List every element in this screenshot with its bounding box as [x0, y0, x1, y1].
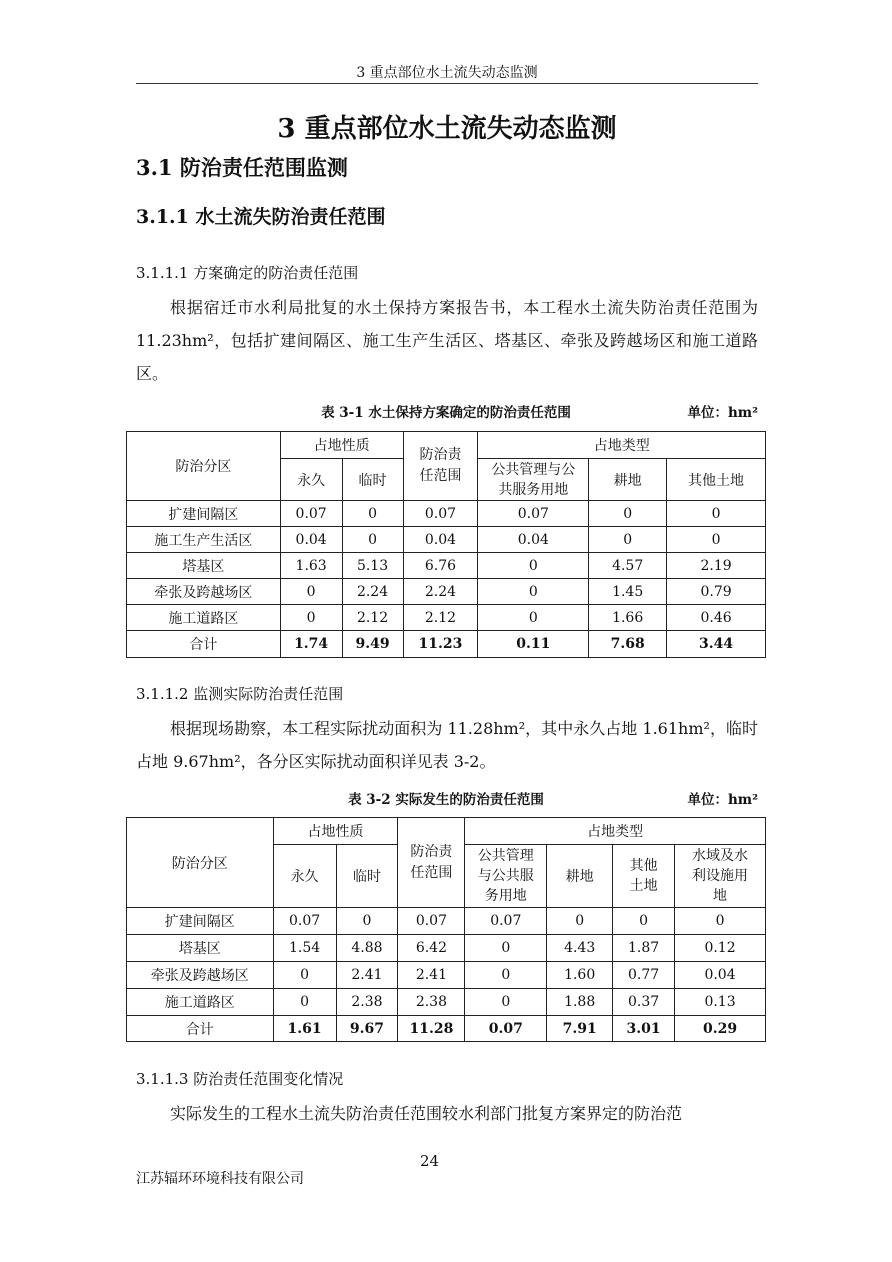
t2-sum-water: 0.29 [675, 1016, 766, 1042]
t2-cell-water: 0.04 [675, 962, 766, 989]
t1-cell-other: 0 [667, 527, 766, 553]
t1-cell-perm: 1.63 [280, 553, 342, 579]
t1-cell-farm: 1.45 [589, 579, 667, 605]
t2-cell-water: 0 [675, 908, 766, 935]
t1-cell-temp: 2.24 [342, 579, 403, 605]
t1-h-zone: 防治分区 [127, 432, 281, 501]
table-row [127, 935, 766, 962]
t1-h-other: 其他土地 [667, 459, 766, 501]
t1-cell-zone: 牵张及跨越场区 [127, 579, 281, 605]
t2-cell-perm: 0.07 [273, 908, 336, 935]
t1-cell-total: 2.12 [403, 605, 478, 631]
t1-cell-zone: 塔基区 [127, 553, 281, 579]
t1-cell-other: 0 [667, 501, 766, 527]
t1-cell-public: 0.07 [478, 501, 589, 527]
table-row [127, 553, 766, 579]
t1-cell-zone: 施工道路区 [127, 605, 281, 631]
table-sum-row [127, 1016, 766, 1042]
sub-heading-3-1-1-2: 3.1.1.2 监测实际防治责任范围 [136, 685, 344, 703]
t2-cell-other: 0.77 [613, 962, 675, 989]
t2-h-temp: 临时 [336, 845, 398, 908]
page-number: 24 [420, 1152, 440, 1170]
t2-h-public: 公共管理与公共服务用地 [465, 845, 547, 908]
t2-sum-other: 3.01 [613, 1016, 675, 1042]
t2-cell-total: 2.41 [398, 962, 465, 989]
t2-cell-farm: 1.60 [547, 962, 613, 989]
t2-cell-other: 0 [613, 908, 675, 935]
t2-cell-temp: 2.38 [336, 989, 398, 1016]
sub-heading-3-1-1-1: 3.1.1.1 方案确定的防治责任范围 [136, 264, 359, 282]
table-sum-row [127, 631, 766, 658]
table1-unit: 单位：hm² [687, 405, 758, 421]
t1-cell-zone: 施工生产生活区 [127, 527, 281, 553]
table-row [127, 605, 766, 631]
t1-cell-public: 0.04 [478, 527, 589, 553]
t2-cell-temp: 2.41 [336, 962, 398, 989]
t1-sum-other: 3.44 [667, 631, 766, 658]
t1-cell-temp: 5.13 [342, 553, 403, 579]
header-rule [136, 83, 758, 84]
t1-h-public: 公共管理与公共服务用地 [478, 459, 589, 501]
t2-sum-temp: 9.67 [336, 1016, 398, 1042]
t2-cell-public: 0 [465, 989, 547, 1016]
t1-sum-temp: 9.49 [342, 631, 403, 658]
t1-cell-farm: 0 [589, 501, 667, 527]
t1-cell-public: 0 [478, 605, 589, 631]
t2-sum-farm: 7.91 [547, 1016, 613, 1042]
t1-cell-total: 0.07 [403, 501, 478, 527]
chapter-title: 3 重点部位水土流失动态监测 [277, 114, 617, 144]
t2-cell-water: 0.12 [675, 935, 766, 962]
t2-cell-total: 2.38 [398, 989, 465, 1016]
table-row [127, 908, 766, 935]
t2-cell-total: 6.42 [398, 935, 465, 962]
t2-cell-other: 1.87 [613, 935, 675, 962]
t1-cell-perm: 0.04 [280, 527, 342, 553]
t1-sum-zone: 合计 [127, 631, 281, 658]
t1-cell-temp: 0 [342, 501, 403, 527]
paragraph-approved-scope: 根据宿迁市水利局批复的水土保持方案报告书，本工程水土流失防治责任范围为 11.23hm²，包括扩建间隔区、施工生产生活区、塔基区、牵张及跨越场区和施工道路区。 [136, 298, 758, 383]
t1-cell-temp: 0 [342, 527, 403, 553]
t1-cell-temp: 2.12 [342, 605, 403, 631]
t2-cell-perm: 1.54 [273, 935, 336, 962]
t2-cell-zone: 施工道路区 [127, 989, 274, 1016]
t1-cell-total: 0.04 [403, 527, 478, 553]
table-approved-scope [126, 431, 766, 658]
t2-cell-perm: 0 [273, 989, 336, 1016]
t2-cell-temp: 0 [336, 908, 398, 935]
t1-cell-zone: 扩建间隔区 [127, 501, 281, 527]
t2-cell-farm: 1.88 [547, 989, 613, 1016]
t1-cell-other: 0.46 [667, 605, 766, 631]
t2-h-zone: 防治分区 [127, 818, 274, 908]
t2-cell-other: 0.37 [613, 989, 675, 1016]
t2-cell-total: 0.07 [398, 908, 465, 935]
t1-cell-other: 0.79 [667, 579, 766, 605]
t2-sum-total: 11.28 [398, 1016, 465, 1042]
t1-sum-perm: 1.74 [280, 631, 342, 658]
t2-sum-public: 0.07 [465, 1016, 547, 1042]
t2-cell-public: 0.07 [465, 908, 547, 935]
t2-sum-perm: 1.61 [273, 1016, 336, 1042]
t1-cell-public: 0 [478, 579, 589, 605]
t1-h-type: 占地类型 [478, 432, 766, 459]
table1-caption: 表 3-1 水土保持方案确定的防治责任范围 [321, 405, 571, 421]
paragraph-actual-scope: 根据现场勘察，本工程实际扰动面积为 11.28hm²，其中永久占地 1.61hm²，临时占地 9.67hm²，各分区实际扰动面积详见表 3-2。 [136, 719, 758, 771]
t1-sum-public: 0.11 [478, 631, 589, 658]
t1-cell-farm: 0 [589, 527, 667, 553]
t1-h-farm: 耕地 [589, 459, 667, 501]
running-header: 3 重点部位水土流失动态监测 [356, 65, 538, 81]
t1-h-temp: 临时 [342, 459, 403, 501]
t1-sum-farm: 7.68 [589, 631, 667, 658]
table-row [127, 501, 766, 527]
t2-h-other: 其他土地 [613, 845, 675, 908]
t1-h-perm: 永久 [280, 459, 342, 501]
t2-h-water: 水域及水利设施用地 [675, 845, 766, 908]
footer-company: 江苏辐环环境科技有限公司 [136, 1171, 304, 1187]
table-row [127, 579, 766, 605]
section-title: 3.1 防治责任范围监测 [136, 155, 348, 180]
t2-cell-water: 0.13 [675, 989, 766, 1016]
t1-cell-public: 0 [478, 553, 589, 579]
t1-cell-farm: 1.66 [589, 605, 667, 631]
t1-cell-total: 2.24 [403, 579, 478, 605]
table-row [127, 962, 766, 989]
t2-cell-zone: 塔基区 [127, 935, 274, 962]
t2-cell-zone: 扩建间隔区 [127, 908, 274, 935]
t1-cell-other: 2.19 [667, 553, 766, 579]
t2-h-nature: 占地性质 [273, 818, 398, 845]
t2-cell-farm: 4.43 [547, 935, 613, 962]
t2-cell-zone: 牵张及跨越场区 [127, 962, 274, 989]
t2-cell-farm: 0 [547, 908, 613, 935]
t2-cell-perm: 0 [273, 962, 336, 989]
t2-h-total: 防治责任范围 [398, 818, 465, 908]
table-actual-scope [126, 817, 766, 1042]
table-row [127, 527, 766, 553]
table-row [127, 989, 766, 1016]
paragraph-scope-change: 实际发生的工程水土流失防治责任范围较水利部门批复方案界定的防治范 [170, 1104, 683, 1123]
t1-cell-perm: 0.07 [280, 501, 342, 527]
subsection-title: 3.1.1 水土流失防治责任范围 [136, 206, 386, 228]
t1-cell-farm: 4.57 [589, 553, 667, 579]
sub-heading-3-1-1-3: 3.1.1.3 防治责任范围变化情况 [136, 1070, 344, 1088]
t1-cell-perm: 0 [280, 579, 342, 605]
t1-sum-total: 11.23 [403, 631, 478, 658]
t2-cell-public: 0 [465, 962, 547, 989]
table2-caption: 表 3-2 实际发生的防治责任范围 [348, 792, 544, 808]
t2-h-perm: 永久 [273, 845, 336, 908]
t1-cell-perm: 0 [280, 605, 342, 631]
t1-h-nature: 占地性质 [280, 432, 403, 459]
t2-h-farm: 耕地 [547, 845, 613, 908]
t1-h-total: 防治责任范围 [403, 432, 478, 501]
t1-cell-total: 6.76 [403, 553, 478, 579]
table2-unit: 单位：hm² [687, 792, 758, 808]
t2-cell-temp: 4.88 [336, 935, 398, 962]
t2-cell-public: 0 [465, 935, 547, 962]
t2-h-type: 占地类型 [465, 818, 766, 845]
t2-sum-zone: 合计 [127, 1016, 274, 1042]
